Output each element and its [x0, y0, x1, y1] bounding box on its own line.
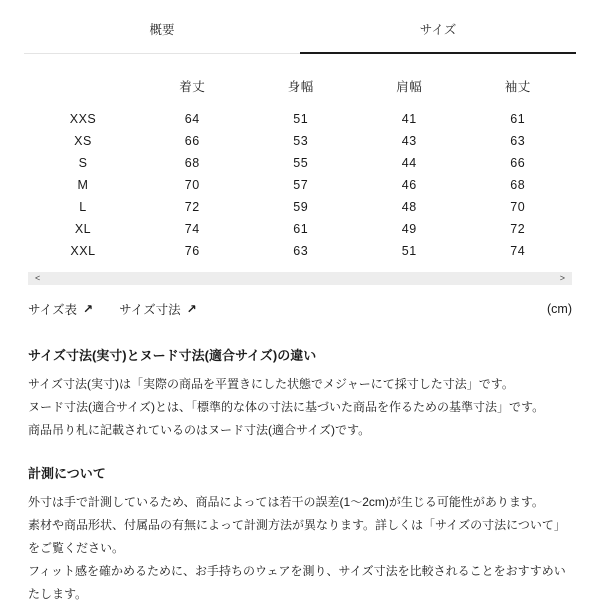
cell-value: 66	[510, 156, 526, 170]
table-row	[28, 174, 572, 196]
size-chart-link-label: サイズ表	[28, 303, 78, 317]
horizontal-scrollbar[interactable]	[28, 272, 572, 285]
column-header-body-width: 身幅	[287, 80, 314, 94]
section-text-line: 商品吊り札に記載されているのはヌード寸法(適合サイズ)です。	[28, 423, 371, 437]
external-link-icon: ↗	[83, 302, 94, 316]
cell-value: 55	[293, 156, 309, 170]
table-row	[28, 152, 572, 174]
section-text-line: 外寸は手で計測しているため、商品によっては若干の誤差(1〜2cm)が生じる可能性があります。	[28, 495, 544, 509]
size-label: S	[78, 156, 88, 170]
unit-label: (cm)	[547, 302, 572, 316]
cell-value: 57	[293, 178, 309, 192]
cell-value: 61	[510, 112, 526, 126]
size-measurements-link-label: サイズ寸法	[119, 303, 181, 317]
cell-value: 44	[401, 156, 417, 170]
cell-value: 66	[184, 134, 200, 148]
size-table-header-row	[28, 74, 572, 98]
cell-value: 53	[293, 134, 309, 148]
size-chart-link[interactable]	[28, 300, 93, 318]
cell-value: 51	[293, 112, 309, 126]
scroll-right-icon[interactable]: >	[559, 273, 565, 283]
cell-value: 76	[184, 244, 200, 258]
cell-value: 49	[401, 222, 417, 236]
cell-value: 72	[510, 222, 526, 236]
section-about-measurement	[28, 463, 574, 606]
cell-value: 41	[401, 112, 417, 126]
section-heading: サイズ寸法(実寸)とヌード寸法(適合サイズ)の違い	[28, 348, 317, 363]
scroll-left-icon[interactable]: <	[35, 273, 41, 283]
tab-overview[interactable]: 概要	[24, 20, 300, 54]
cell-value: 63	[510, 134, 526, 148]
cell-value: 74	[510, 244, 526, 258]
links-row	[28, 300, 572, 318]
cell-value: 51	[401, 244, 417, 258]
size-label: XXS	[69, 112, 97, 126]
cell-value: 68	[510, 178, 526, 192]
size-measurements-link[interactable]	[119, 300, 197, 318]
size-label: M	[77, 178, 89, 192]
size-label: XXL	[70, 244, 96, 258]
size-label: XS	[74, 134, 92, 148]
cell-value: 64	[184, 112, 200, 126]
cell-value: 63	[293, 244, 309, 258]
cell-value: 43	[401, 134, 417, 148]
cell-value: 59	[293, 200, 309, 214]
column-header-sleeve-length: 袖丈	[504, 80, 531, 94]
column-header-shoulder-width: 肩幅	[396, 80, 423, 94]
table-row	[28, 240, 572, 262]
size-table	[28, 74, 572, 262]
size-label: L	[79, 200, 87, 214]
cell-value: 46	[401, 178, 417, 192]
cell-value: 68	[184, 156, 200, 170]
cell-value: 48	[401, 200, 417, 214]
cell-value: 74	[184, 222, 200, 236]
table-row	[28, 130, 572, 152]
table-row	[28, 108, 572, 130]
section-text-line: サイズ寸法(実寸)は「実際の商品を平置きにした状態でメジャーにて採寸した寸法」です。	[28, 377, 514, 391]
section-text-line: フィット感を確かめるために、お手持ちのウェアを測り、サイズ寸法を比較されることをおすすめいたします。	[28, 564, 566, 601]
section-text-line: ヌード寸法(適合サイズ)とは、「標準的な体の寸法に基づいた商品を作るための基準寸法」です。	[28, 400, 545, 414]
tab-bar	[0, 0, 600, 54]
tab-size[interactable]: サイズ	[300, 20, 576, 54]
section-size-vs-nude	[28, 345, 574, 442]
section-text-line: 素材や商品形状、付属品の有無によって計測方法が異なります。詳しくは「サイズの寸法について」をご覧ください。	[28, 518, 566, 555]
cell-value: 72	[184, 200, 200, 214]
column-header-body-length: 着丈	[179, 80, 206, 94]
table-row	[28, 218, 572, 240]
size-label: XL	[74, 222, 92, 236]
cell-value: 70	[510, 200, 526, 214]
cell-value: 70	[184, 178, 200, 192]
external-link-icon: ↗	[186, 302, 197, 316]
table-row	[28, 196, 572, 218]
section-heading: 計測について	[28, 466, 106, 481]
cell-value: 61	[293, 222, 309, 236]
